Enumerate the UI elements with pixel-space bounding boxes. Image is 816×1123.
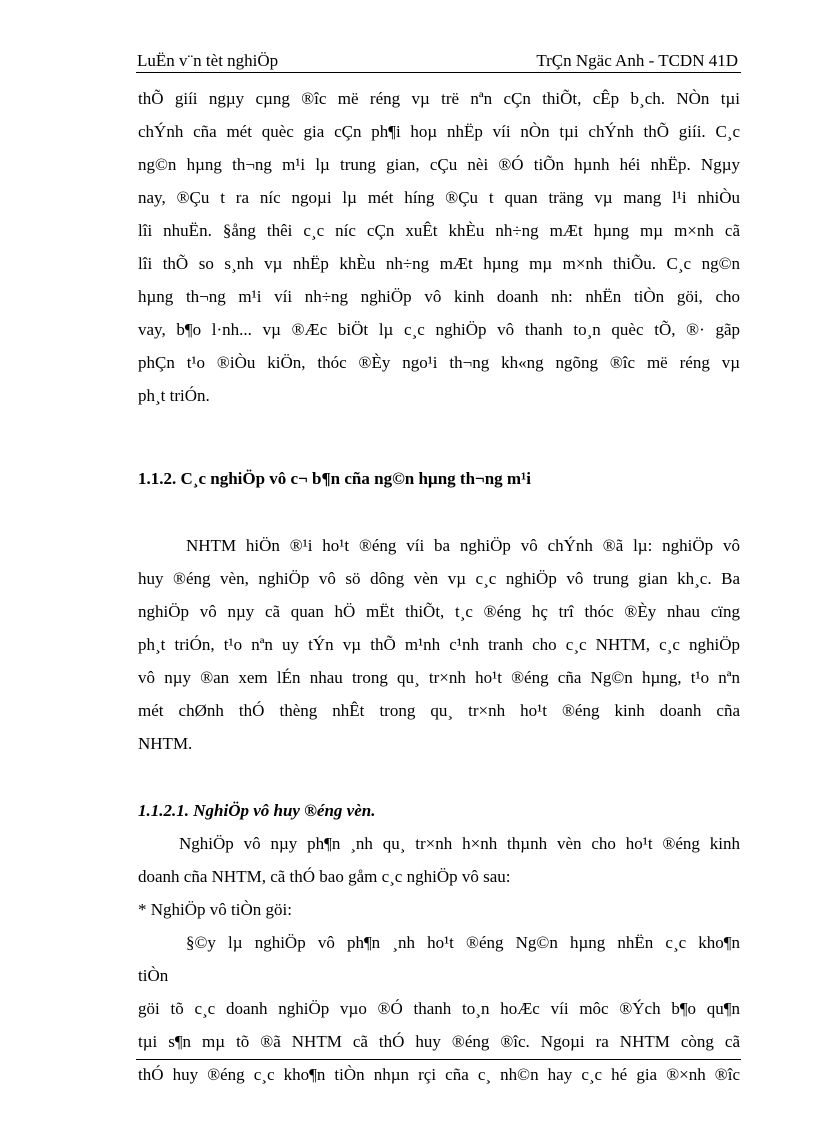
- text-line: NHTM.: [138, 734, 193, 753]
- text-line: chÝnh cña mét quèc gia cÇn ph¶i hoµ nhËp víi nÒn tµi chÝnh thÕ giíi. C¸c: [138, 122, 740, 141]
- text-line: NHTM hiÖn ®¹i ho¹t ®éng víi ba nghiÖp vô chÝnh ®ã lµ: nghiÖp vô: [186, 536, 740, 555]
- text-line: hµng th¬ng m¹i víi nh÷ng nghiÖp vô kinh doanh nh: nhËn tiÒn göi, cho: [138, 287, 740, 306]
- text-line: §©y lµ nghiÖp vô ph¶n ¸nh ho¹t ®éng Ng©n hµng nhËn c¸c kho¶n: [186, 933, 740, 952]
- text-line: tiÒn: [138, 966, 169, 985]
- text-line: lîi thÕ so s¸nh vµ nhËp khÈu nh÷ng mÆt hµng mµ m×nh thiÕu. C¸c ng©n: [138, 254, 740, 273]
- paragraph-overview: [138, 529, 740, 760]
- header-rule: [136, 72, 741, 73]
- section-heading: 1.1.2. C¸c nghiÖp vô c¬ b¶n cña ng©n hµng th¬ng m¹i: [138, 469, 531, 488]
- text-line: thÕ giíi ngµy cµng ®îc më réng vµ trë nªn cÇn thiÕt, cÊp b¸ch. NÒn tµi: [138, 89, 740, 108]
- text-line: nay, ®Çu t ra níc ngoµi lµ mét híng ®Çu t quan träng vµ mang l¹i nhiÒu: [138, 188, 740, 207]
- text-line: NghiÖp vô nµy ph¶n ¸nh qu¸ tr×nh h×nh thµnh vèn cho ho¹t ®éng kinh: [179, 834, 740, 853]
- text-line: vô nµy ®an xem lÉn nhau trong qu¸ tr×nh ho¹t ®éng cña Ng©n hµng, t¹o nªn: [138, 668, 740, 687]
- text-line: göi tõ c¸c doanh nghiÖp vµo ®Ó thanh to¸n hoÆc víi môc ®Ých b¶o qu¶n: [138, 999, 740, 1018]
- text-line: ph¸t triÓn.: [138, 386, 210, 405]
- text-line: thÓ huy ®éng c¸c kho¶n tiÒn nhµn rçi cña c¸ nh©n hay c¸c hé gia ®×nh ®îc: [138, 1065, 740, 1084]
- text-line: ng©n hµng th¬ng m¹i lµ trung gian, cÇu nèi ®Ó tiÕn hµnh héi nhËp. Ngµy: [138, 155, 740, 174]
- page-header: [137, 50, 740, 72]
- text-line: nghiÖp vô nµy cã quan hÖ mËt thiÕt, t¸c ®éng hç trî thóc ®Èy nhau cïng: [138, 602, 740, 621]
- text-line: mét chØnh thÓ thèng nhÊt trong qu¸ tr×nh ho¹t ®éng kinh doanh cña: [138, 701, 740, 720]
- text-line: tµi s¶n mµ tõ ®ã NHTM cã thÓ huy ®éng ®îc. Ngoµi ra NHTM còng cã: [138, 1032, 740, 1051]
- footer-rule: [136, 1059, 741, 1060]
- body-text: [138, 82, 740, 1091]
- paragraph-funding: [138, 827, 740, 893]
- text-line: lîi nhuËn. §ång thêi c¸c níc cÇn xuÊt khÈu nh÷ng mÆt hµng mµ m×nh cã: [138, 221, 740, 240]
- text-line: huy ®éng vèn, nghiÖp vô sö dông vèn vµ c¸c nghiÖp vô trung gian kh¸c. Ba: [138, 569, 740, 588]
- bullet-item: * NghiÖp vô tiÒn göi:: [138, 900, 292, 919]
- text-line: ph¸t triÓn, t¹o nªn uy tÝn vµ thÕ m¹nh c¹nh tranh cho c¸c NHTM, c¸c nghiÖp: [138, 635, 740, 654]
- paragraph-intro: [138, 82, 740, 412]
- subsection-heading: 1.1.2.1. NghiÖp vô huy ®éng vèn.: [138, 801, 376, 820]
- paragraph-deposits: [138, 926, 740, 1091]
- text-line: phÇn t¹o ®iÒu kiÖn, thóc ®Èy ngo¹i th¬ng kh«ng ngõng ®îc më réng vµ: [138, 353, 740, 372]
- header-author: TrÇn Ngäc Anh - TCDN 41D: [536, 51, 738, 70]
- text-line: vay, b¶o l·nh... vµ ®Æc biÖt lµ c¸c nghiÖp vô thanh to¸n quèc tÕ, ®· gãp: [138, 320, 740, 339]
- header-thesis-title: LuËn v¨n tèt nghiÖp: [137, 51, 279, 70]
- text-line: doanh cña NHTM, cã thÓ bao gåm c¸c nghiÖp vô sau:: [138, 867, 511, 886]
